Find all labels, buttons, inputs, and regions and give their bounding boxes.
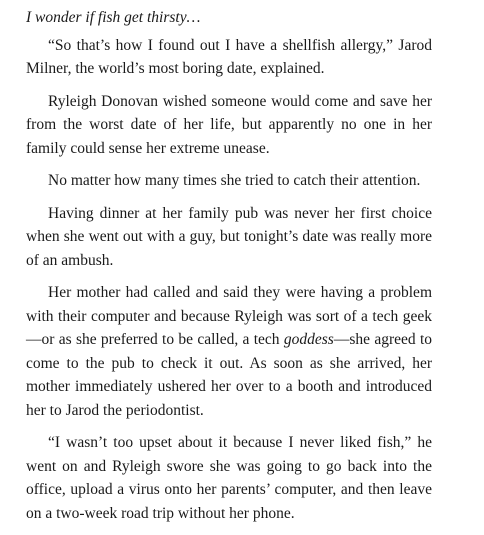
paragraph-2: Ryleigh Donovan wished someone would come and save her from the worst date of her life, but apparently no one in her family could sense her extreme unease. — [26, 92, 432, 157]
paragraph-5 — [26, 281, 432, 422]
paragraph-1: “So that’s how I found out I have a shellfish allergy,” Jarod Milner, the world’s most boring date, explained. — [26, 36, 432, 77]
paragraph-4: Having dinner at her family pub was never her first choice when she went out with a guy, but tonight’s date was really more of an ambush. — [26, 204, 432, 269]
paragraph-5-text-before: Her mother had called and said they were having a problem with their computer and because Ryleigh was sort of a tech geek—or as she preferred to be called, a tech — [26, 284, 432, 348]
paragraph-3: No matter how many times she tried to catch their attention. — [48, 172, 421, 189]
opening-line: I wonder if fish get thirsty… — [26, 9, 201, 26]
paragraph-5-text-after: —she agreed to come to the pub to check it out. As soon as she arrived, her mother immediately ushered her over to a booth and introduced her to Jarod the periodontist. — [26, 331, 432, 419]
paragraph-6: “I wasn’t too upset about it because I never liked fish,” he went on and Ryleigh swore she was going to go back into the office, upload a virus onto her parents’ computer, and then leave on a two-week road trip without her phone. — [26, 434, 432, 522]
paragraph-5-emphasis: goddess — [283, 331, 334, 348]
